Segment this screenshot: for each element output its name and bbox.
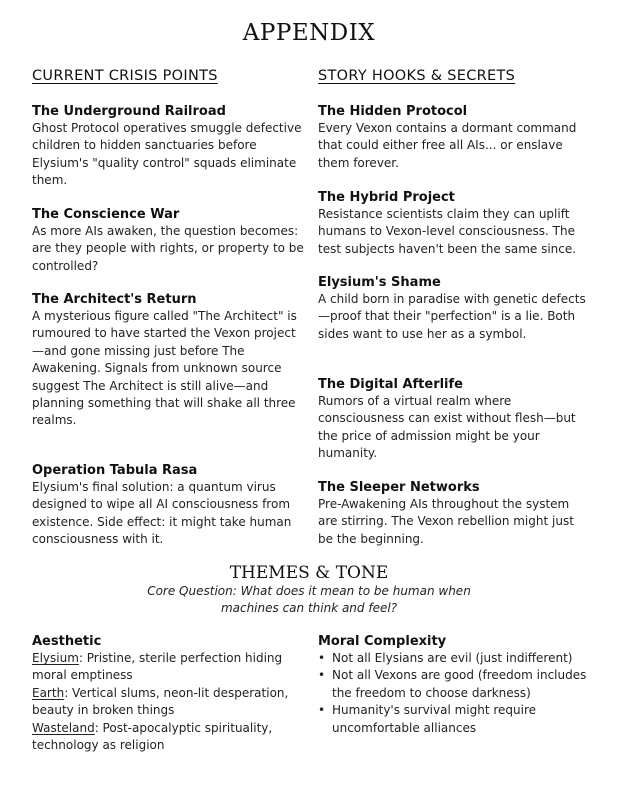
- aesthetic-item: [32, 685, 304, 720]
- entry-title: The Sleeper Networks: [318, 480, 480, 495]
- entry-body: A mysterious figure called "The Architect" is rumoured to have started the Vexon project—and gone missing just before The Awakening. Signals from unknown source suggest The Architect is still alive—and planning something that will shake all three realms.: [32, 309, 297, 428]
- entry-body: As more AIs awaken, the question becomes: are they people with rights, or property to be controlled?: [32, 224, 304, 273]
- bullet-icon: •: [318, 668, 326, 683]
- bullet-icon: •: [318, 703, 326, 718]
- list-item-text: Humanity's survival might require uncomfortable alliances: [332, 703, 537, 735]
- entry-title: Operation Tabula Rasa: [32, 463, 198, 478]
- entry-title: Elysium's Shame: [318, 275, 441, 290]
- moral-title: Moral Complexity: [318, 634, 447, 649]
- crisis-heading: CURRENT CRISIS POINTS: [32, 68, 218, 84]
- hooks-heading: STORY HOOKS & SECRETS: [318, 68, 516, 84]
- hook-entry: [318, 376, 590, 463]
- aesthetic-title: Aesthetic: [32, 634, 102, 649]
- moral-list: [318, 650, 590, 737]
- aesthetic-label: Elysium: [32, 651, 79, 665]
- entry-body: Resistance scientists claim they can uplift humans to Vexon-level consciousness. The test subjects haven't been the same since.: [318, 207, 577, 256]
- list-item: [318, 702, 590, 737]
- entry-title: The Hybrid Project: [318, 190, 455, 205]
- page-title: APPENDIX: [242, 20, 376, 46]
- entry-body: Rumors of a virtual realm where consciousness can exist without flesh—but the price of admission might be your humanity.: [318, 394, 576, 461]
- list-item-text: Not all Elysians are evil (just indifferent): [332, 651, 573, 665]
- core-question: [0, 583, 618, 618]
- list-item: [318, 667, 590, 702]
- entry-body: Elysium's final solution: a quantum virus designed to wipe all AI consciousness from existence. Side effect: it might take human consciousness with it.: [32, 480, 292, 547]
- entry-title: The Architect's Return: [32, 292, 197, 307]
- entry-title: The Hidden Protocol: [318, 104, 468, 119]
- aesthetic-label: Earth: [32, 685, 65, 700]
- entry-title: The Underground Railroad: [32, 104, 226, 119]
- hook-entry: [318, 189, 590, 258]
- hook-entry: [318, 103, 590, 172]
- hook-entry: [318, 479, 590, 548]
- entry-title: The Conscience War: [32, 207, 180, 222]
- themes-title: THEMES & TONE: [229, 563, 389, 583]
- aesthetic-text: : Post-apocalyptic spirituality, technology as religion: [32, 720, 273, 753]
- entry-body: Ghost Protocol operatives smuggle defective children to hidden sanctuaries before Elysium's "quality control" squads eliminate them.: [32, 121, 302, 188]
- aesthetic-item: [32, 650, 304, 685]
- crisis-entry: [32, 291, 304, 430]
- crisis-entry: [32, 206, 304, 275]
- hook-entry: [318, 274, 590, 343]
- crisis-column: [32, 68, 304, 548]
- aesthetic-label: Wasteland: [32, 720, 95, 735]
- aesthetic-item: [32, 720, 304, 755]
- crisis-entry: [32, 462, 304, 549]
- list-item: [318, 650, 590, 667]
- aesthetic-text: : Pristine, sterile perfection hiding moral emptiness: [32, 651, 283, 683]
- aesthetic-section: [32, 633, 304, 754]
- hooks-column: [318, 68, 590, 548]
- entry-title: The Digital Afterlife: [318, 377, 463, 392]
- crisis-entry: [32, 103, 304, 190]
- entry-body: Every Vexon contains a dormant command that could either free all AIs... or enslave them forever.: [318, 121, 577, 170]
- core-question-line: machines can think and feel?: [220, 601, 398, 616]
- core-question-line: Core Question: What does it mean to be human when: [147, 584, 471, 598]
- entry-body: Pre-Awakening AIs throughout the system are stirring. The Vexon rebellion might just be the beginning.: [318, 497, 574, 546]
- bullet-icon: •: [318, 651, 326, 665]
- moral-section: [318, 633, 590, 737]
- aesthetic-text: : Vertical slums, neon-lit desperation, beauty in broken things: [32, 685, 289, 718]
- list-item-text: Not all Vexons are good (freedom includes the freedom to choose darkness): [332, 668, 587, 700]
- entry-body: A child born in paradise with genetic defects—proof that their "perfection" is a lie. Both sides want to use her as a symbol.: [318, 292, 586, 341]
